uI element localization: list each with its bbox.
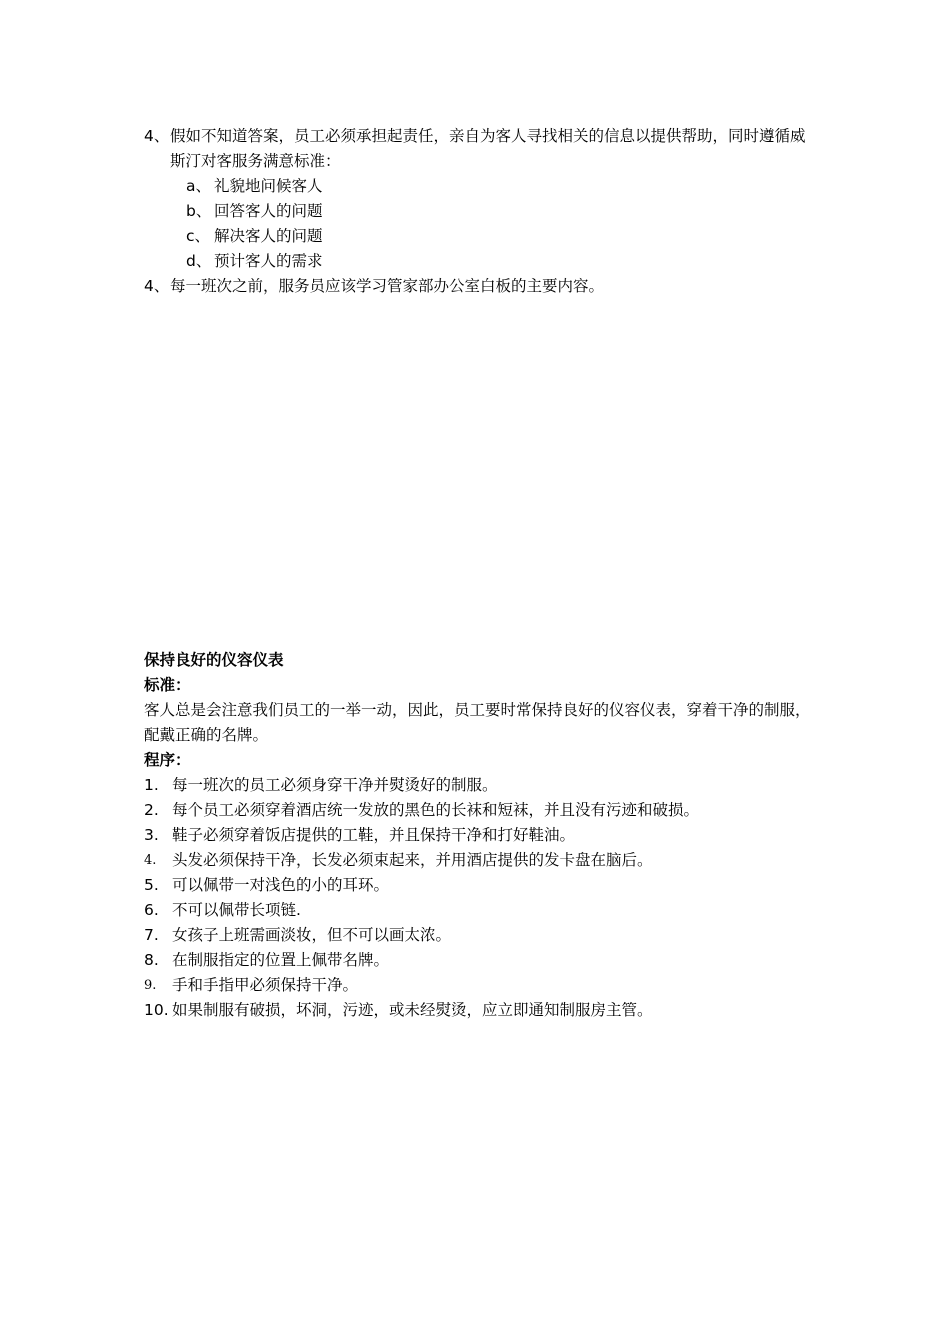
- procedure-number: 4.: [144, 853, 157, 868]
- item-text: 每一班次之前，服务员应该学习管家部办公室白板的主要内容。: [170, 277, 605, 295]
- sub-list-item: [186, 174, 814, 199]
- procedure-text: 鞋子必须穿着饭店提供的工鞋，并且保持干净和打好鞋油。: [172, 826, 576, 844]
- standard-paragraph: 客人总是会注意我们员工的一举一动，因此，员工要时常保持良好的仪容仪表，穿着干净的制服，配戴正确的名牌。: [144, 701, 811, 744]
- sub-item-letter: a、: [186, 177, 211, 195]
- service-standards-section: [144, 124, 814, 299]
- procedure-number: 6.: [144, 901, 159, 919]
- procedure-label: 程序：: [144, 751, 191, 769]
- grooming-section: [144, 648, 814, 1023]
- procedure-text: 女孩子上班需画淡妆，但不可以画太浓。: [172, 926, 452, 944]
- section-title: 保持良好的仪容仪表: [144, 651, 284, 669]
- procedure-text: 每一班次的员工必须身穿干净并熨烫好的制服。: [172, 776, 498, 794]
- procedure-number: 8.: [144, 951, 159, 969]
- procedure-text: 头发必须保持干净，长发必须束起来，并用酒店提供的发卡盘在脑后。: [172, 851, 653, 869]
- procedure-item: [144, 923, 814, 948]
- standard-label: 标准：: [144, 676, 191, 694]
- procedure-number: 5.: [144, 876, 159, 894]
- list-item: [144, 274, 814, 299]
- item-text: 假如不知道答案，员工必须承担起责任，亲自为客人寻找相关的信息以提供帮助，同时遵循威斯汀对客服务满意标准：: [170, 127, 806, 170]
- sub-item-text: 预计客人的需求: [214, 252, 323, 270]
- item-number: 4、: [144, 277, 170, 295]
- procedure-number: 10.: [144, 1001, 169, 1019]
- procedure-text: 手和手指甲必须保持干净。: [172, 976, 359, 994]
- procedure-number: 1.: [144, 776, 159, 794]
- procedure-number: 3.: [144, 826, 159, 844]
- procedure-item: [144, 798, 814, 823]
- procedure-item: [144, 973, 814, 998]
- procedure-text: 不可以佩带长项链.: [172, 901, 301, 919]
- list-item: [144, 124, 814, 174]
- procedure-text: 可以佩带一对浅色的小的耳环。: [172, 876, 390, 894]
- procedure-item: [144, 848, 814, 873]
- sub-list: [186, 174, 814, 274]
- procedure-text: 如果制服有破损，坏洞，污迹，或未经熨烫，应立即通知制服房主管。: [172, 1001, 653, 1019]
- procedure-item: [144, 823, 814, 848]
- sub-item-letter: d、: [186, 252, 212, 270]
- procedure-item: [144, 873, 814, 898]
- sub-item-letter: c、: [186, 227, 211, 245]
- item-number: 4、: [144, 127, 170, 145]
- procedure-list: [144, 773, 814, 1023]
- sub-list-item: [186, 199, 814, 224]
- procedure-item: [144, 998, 814, 1023]
- sub-item-text: 礼貌地问候客人: [214, 177, 323, 195]
- procedure-text: 在制服指定的位置上佩带名牌。: [172, 951, 390, 969]
- procedure-number: 2.: [144, 801, 159, 819]
- procedure-item: [144, 948, 814, 973]
- procedure-text: 每个员工必须穿着酒店统一发放的黑色的长袜和短袜，并且没有污迹和破损。: [172, 801, 700, 819]
- procedure-number: 7.: [144, 926, 159, 944]
- sub-list-item: [186, 249, 814, 274]
- sub-list-item: [186, 224, 814, 249]
- procedure-item: [144, 773, 814, 798]
- procedure-item: [144, 898, 814, 923]
- procedure-number: 9.: [144, 978, 157, 993]
- sub-item-letter: b、: [186, 202, 212, 220]
- sub-item-text: 回答客人的问题: [214, 202, 323, 220]
- sub-item-text: 解决客人的问题: [214, 227, 323, 245]
